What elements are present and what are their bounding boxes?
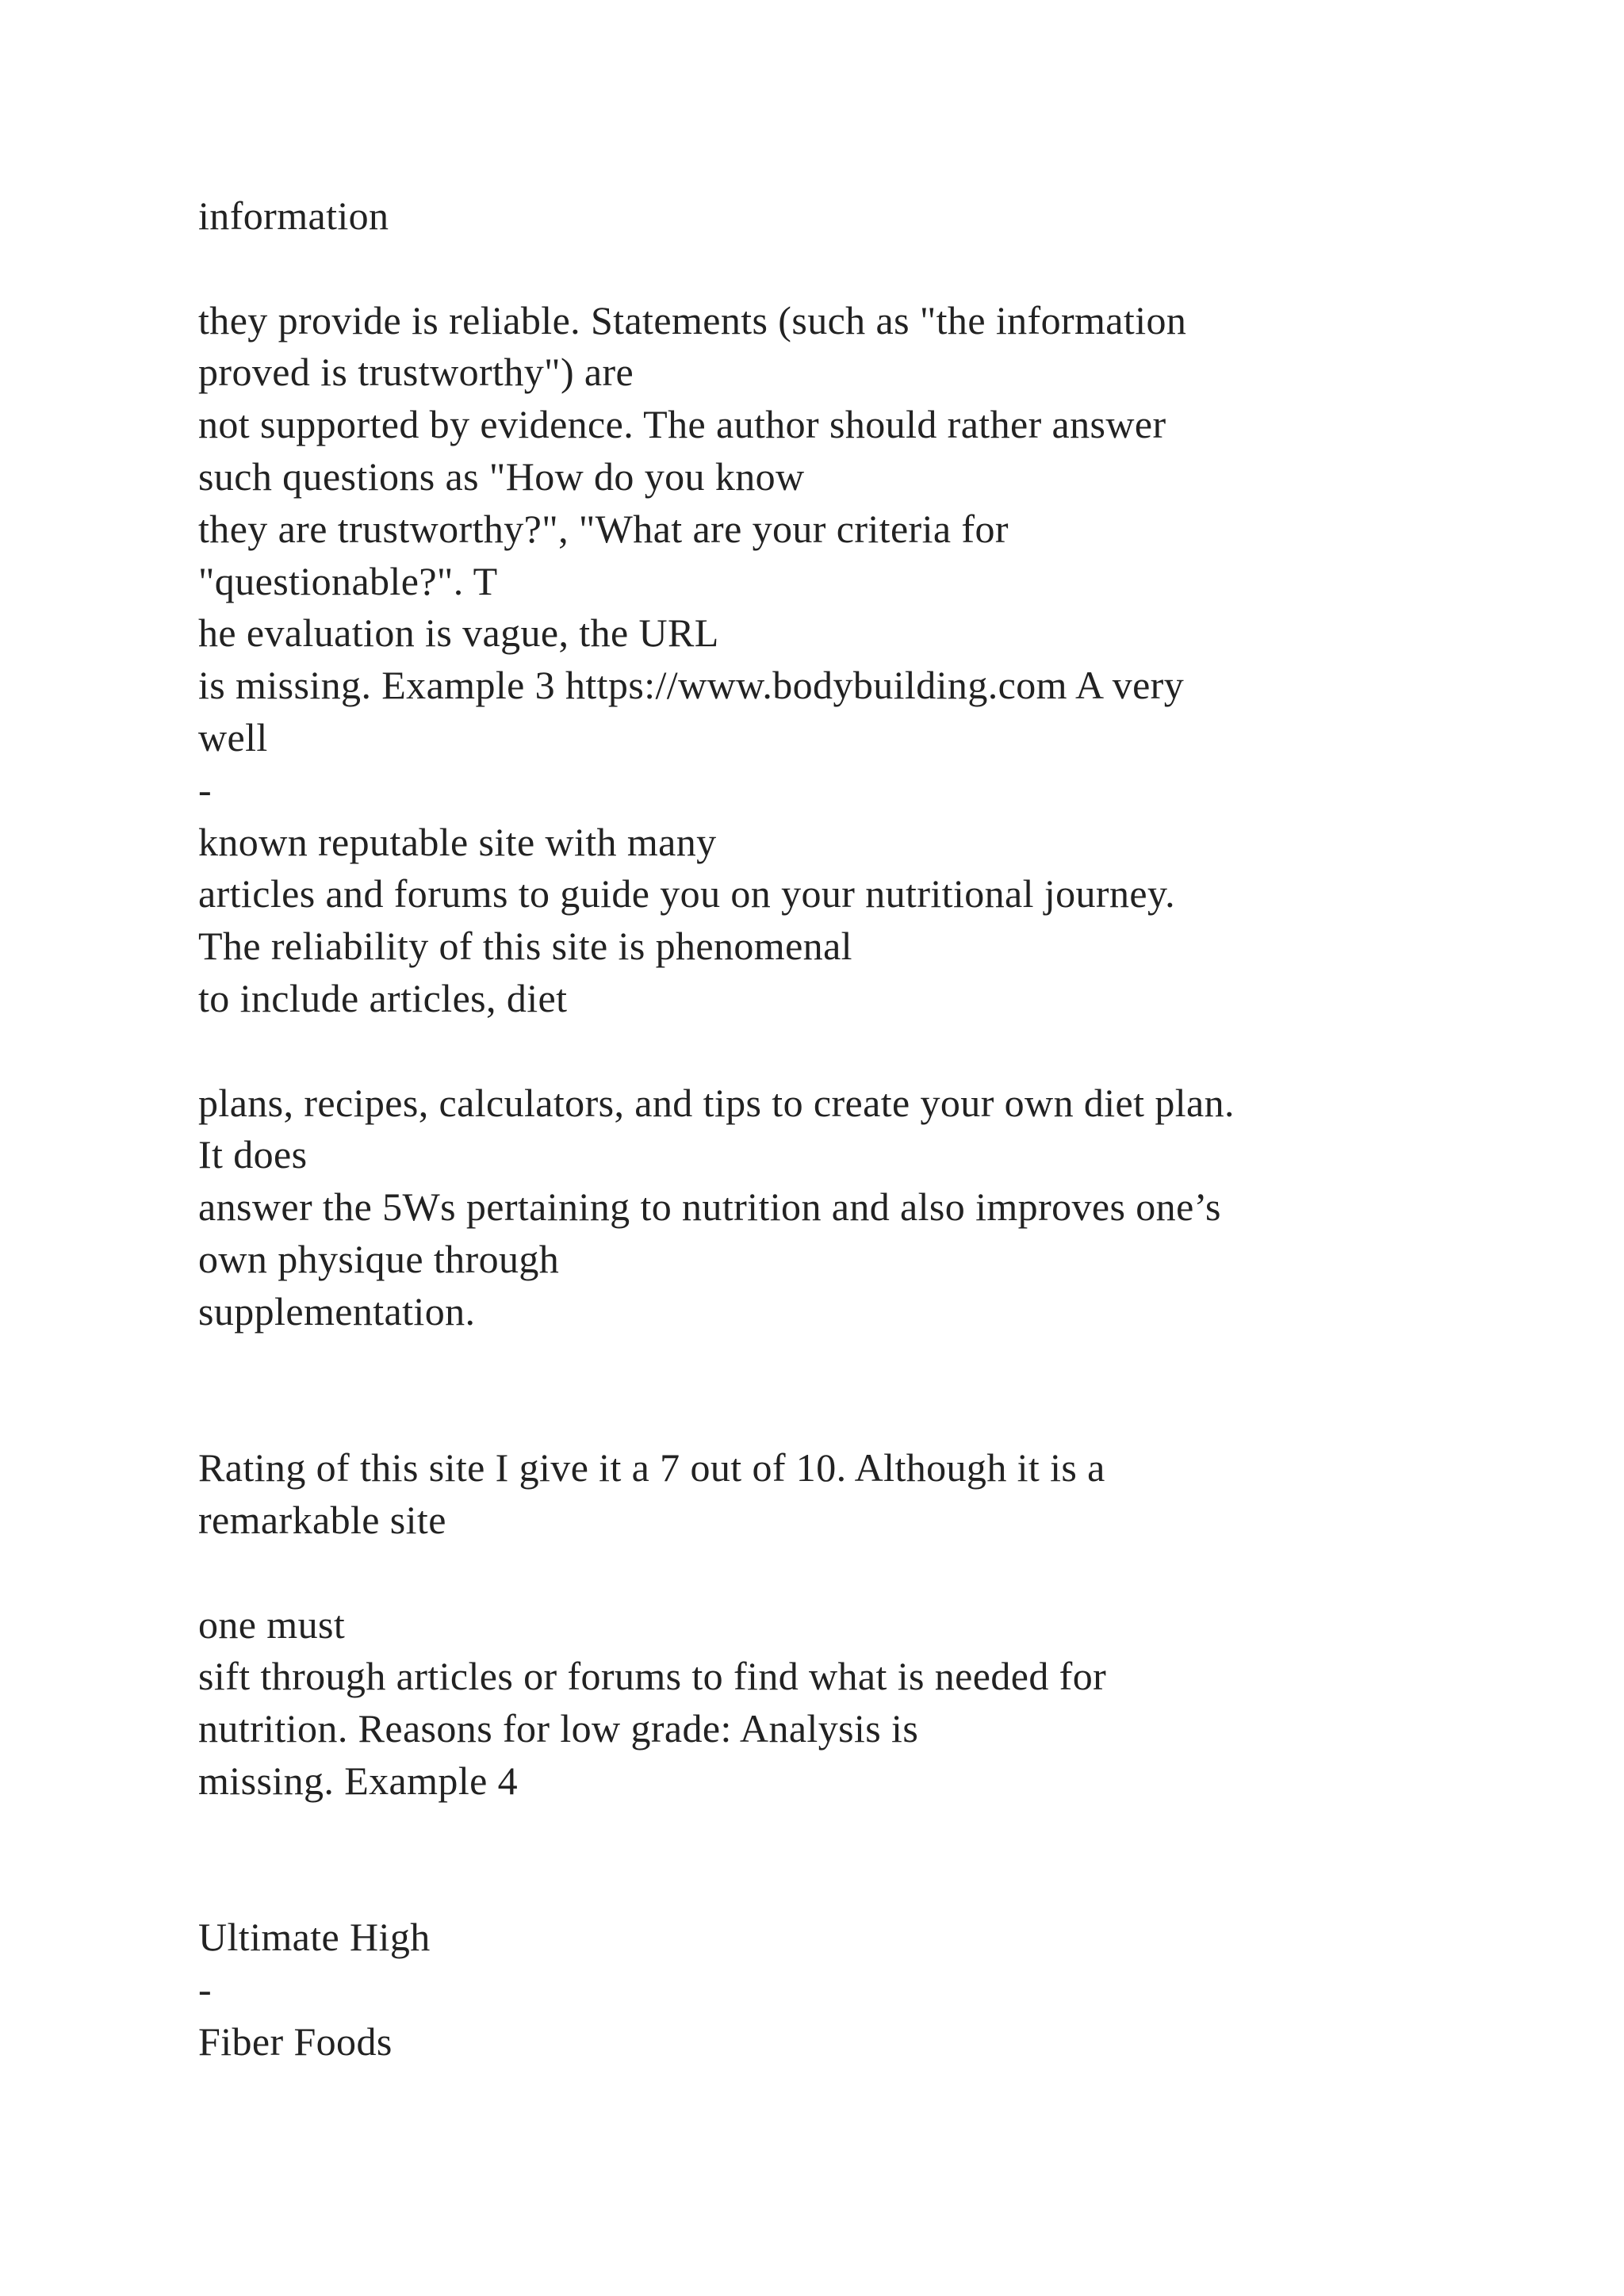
- text-line: It does: [198, 1132, 308, 1177]
- text-line: not supported by evidence. The author should rather answer: [198, 402, 1166, 447]
- text-line: plans, recipes, calculators, and tips to create your own diet plan.: [198, 1080, 1235, 1125]
- text-line: well: [198, 714, 268, 760]
- blank-line: [198, 1025, 1546, 1077]
- blank-line: [198, 1390, 1546, 1442]
- text-line: -: [198, 767, 213, 812]
- text-line: information: [198, 193, 389, 238]
- text-line: The reliability of this site is phenomenal: [198, 924, 852, 969]
- text-line: known reputable site with many: [198, 819, 717, 864]
- text-line: Fiber Foods: [198, 2019, 393, 2064]
- blank-line: [198, 1338, 1546, 1391]
- text-line: proved is trustworthy") are: [198, 350, 634, 395]
- blank-line: [198, 1808, 1546, 1860]
- text-line: to include articles, diet: [198, 975, 568, 1020]
- text-line: Rating of this site I give it a 7 out of 10. Although it is a: [198, 1445, 1105, 1490]
- text-line: supplementation.: [198, 1288, 476, 1334]
- text-line: "questionable?". T: [198, 558, 498, 603]
- document-body-text: [198, 190, 1546, 2068]
- blank-line: [198, 243, 1546, 295]
- text-line: is missing. Example 3 https://www.bodybuilding.com A very: [198, 663, 1185, 708]
- text-line: -: [198, 1967, 213, 2012]
- text-line: articles and forums to guide you on your nutritional journey.: [198, 871, 1176, 916]
- text-line: Ultimate High: [198, 1915, 431, 1960]
- text-line: own physique through: [198, 1236, 560, 1281]
- text-line: they provide is reliable. Statements (such as "the information: [198, 297, 1187, 342]
- text-line: remarkable site: [198, 1497, 446, 1542]
- text-line: he evaluation is vague, the URL: [198, 610, 719, 656]
- text-line: sift through articles or forums to find what is needed for: [198, 1654, 1107, 1699]
- text-line: they are trustworthy?", "What are your criteria for: [198, 506, 1009, 551]
- text-line: one must: [198, 1601, 346, 1647]
- text-line: answer the 5Ws pertaining to nutrition and also improves one’s: [198, 1184, 1221, 1230]
- text-line: nutrition. Reasons for low grade: Analysis is: [198, 1706, 919, 1751]
- text-line: missing. Example 4: [198, 1758, 519, 1803]
- blank-line: [198, 1860, 1546, 1912]
- blank-line: [198, 1547, 1546, 1599]
- text-line: such questions as "How do you know: [198, 453, 805, 499]
